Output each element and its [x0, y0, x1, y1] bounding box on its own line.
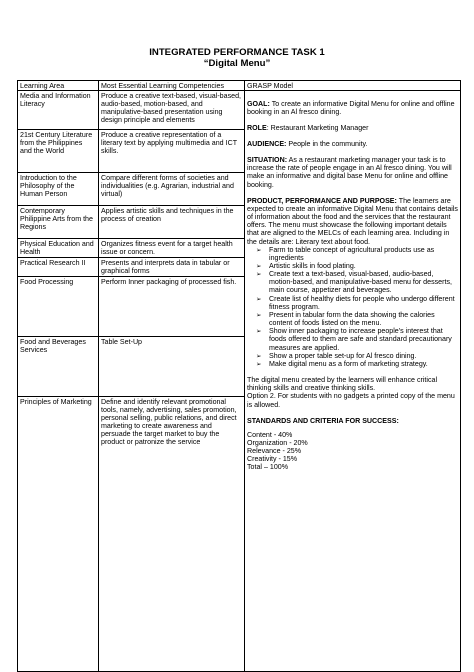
list-item: ➢ Create text a text-based, visual-based, audio-based, motion-based, and manipulative-based menu for desserts, main course, appetizer and beverages.: [269, 270, 458, 294]
goal-paragraph: [247, 100, 458, 116]
audience-text: People in the community.: [286, 139, 368, 148]
standards-heading: STANDARDS AND CRITERIA FOR SUCCESS:: [247, 416, 399, 425]
list-item: ➢ Make digital menu as a form of marketing strategy.: [269, 360, 458, 368]
criteria-content: Content - 40%: [247, 430, 293, 439]
role-paragraph: [247, 124, 458, 132]
list-item: ➢ Artistic skills in food plating.: [269, 262, 458, 270]
table-header-row: [18, 81, 461, 91]
closing-paragraph: The digital menu created by the learners will enhance critical thinking skills and creative thinking skills.: [247, 376, 438, 393]
competency-cell: Applies artistic skills and techniques in the process of creation: [99, 206, 245, 239]
document-title: INTEGRATED PERFORMANCE TASK 1: [149, 47, 325, 58]
column-header-learning-area: Learning Area: [18, 81, 99, 91]
situation-text: As a restaurant marketing manager your task is to increase the rate of people engage in an Al fresco dining. You will make an informative and digital base Menu for online and offline booking.: [247, 156, 452, 189]
criteria-organization: Organization - 20%: [247, 438, 308, 447]
product-text: The learners are expected to create an informative Digital Menu that contains details of information about the food and the services that the restaurant offers. The menu must showcase the following important details that are aligned to the MELCs of each learning area. Including in the details are: Literary text about food.: [247, 196, 458, 246]
learning-area-cell: 21st Century Literature from the Philippines and the World: [18, 130, 99, 173]
competency-cell: Presents and interprets data in tabular or graphical forms: [99, 258, 245, 277]
competency-cell: Produce a creative representation of a literary text by applying multimedia and ICT skills.: [99, 130, 245, 173]
competency-cell: Define and identify relevant promotional tools, namely, advertising, sales promotion, personal selling, public relations, and direct marketing to create awareness and persuade the target market to buy the product or patronize the service: [99, 397, 245, 672]
learning-area-cell: Physical Education and Health: [18, 239, 99, 258]
criteria-creativity: Creativity - 15%: [247, 455, 298, 464]
grasp-model-cell: [245, 91, 461, 672]
criteria-total: Total – 100%: [247, 463, 289, 472]
audience-paragraph: [247, 140, 458, 148]
learning-area-cell: Contemporary Philippine Arts from the Regions: [18, 206, 99, 239]
learning-area-cell: Introduction to the Philosophy of the Human Person: [18, 173, 99, 206]
list-item: ➢ Show a proper table set-up for Al fresco dining.: [269, 352, 458, 360]
audience-label: AUDIENCE:: [247, 139, 287, 148]
list-item: ➢ Show inner packaging to increase people's interest that foods offered to them are safe and standard precautionary measures are applied.: [269, 327, 458, 351]
product-paragraph: [247, 197, 458, 246]
competency-cell: Organizes fitness event for a target health issue or concern.: [99, 239, 245, 258]
product-label: PRODUCT, PERFORMANCE AND PURPOSE:: [247, 196, 397, 205]
competency-cell: Table Set-Up: [99, 337, 245, 397]
criteria-relevance: Relevance - 25%: [247, 447, 302, 456]
role-label: ROLE: [247, 123, 267, 132]
table-row: [18, 91, 461, 130]
learning-area-cell: Media and Information Literacy: [18, 91, 99, 130]
goal-text: To create an informative Digital Menu for online and offline booking in an Al fresco dining.: [247, 99, 455, 116]
competency-cell: Produce a creative text-based, visual-based, audio-based, motion-based, and manipulative-based presentation using design principle and elements: [99, 91, 245, 130]
column-header-competencies: Most Essential Learning Competencies: [99, 81, 245, 91]
learning-area-cell: Food Processing: [18, 277, 99, 337]
column-header-grasp-model: GRASP Model: [245, 81, 461, 91]
list-item: ➢ Present in tabular form the data showing the calories content of foods listed on the menu.: [269, 311, 458, 327]
goal-label: GOAL:: [247, 99, 270, 108]
situation-label: SITUATION:: [247, 156, 288, 165]
learning-area-cell: Principles of Marketing: [18, 397, 99, 672]
list-item: ➢ Farm to table concept of agricultural products use as ingredients: [269, 246, 458, 262]
document-subtitle: “Digital Menu”: [203, 58, 271, 69]
learning-area-cell: Food and Beverages Services: [18, 337, 99, 397]
option-paragraph: Option 2. For students with no gadgets a printed copy of the menu is allowed.: [247, 392, 455, 409]
situation-paragraph: [247, 156, 458, 189]
competency-cell: Compare different forms of societies and individualities (e.g. Agrarian, industrial and virtual): [99, 173, 245, 206]
learning-area-cell: Practical Research II: [18, 258, 99, 277]
list-item: ➢ Create list of healthy diets for people who undergo different fitness program.: [269, 295, 458, 311]
detail-list: [247, 246, 458, 368]
competency-cell: Perform Inner packaging of processed fish.: [99, 277, 245, 337]
role-text: : Restaurant Marketing Manager: [266, 123, 369, 132]
competency-table: [17, 80, 461, 672]
